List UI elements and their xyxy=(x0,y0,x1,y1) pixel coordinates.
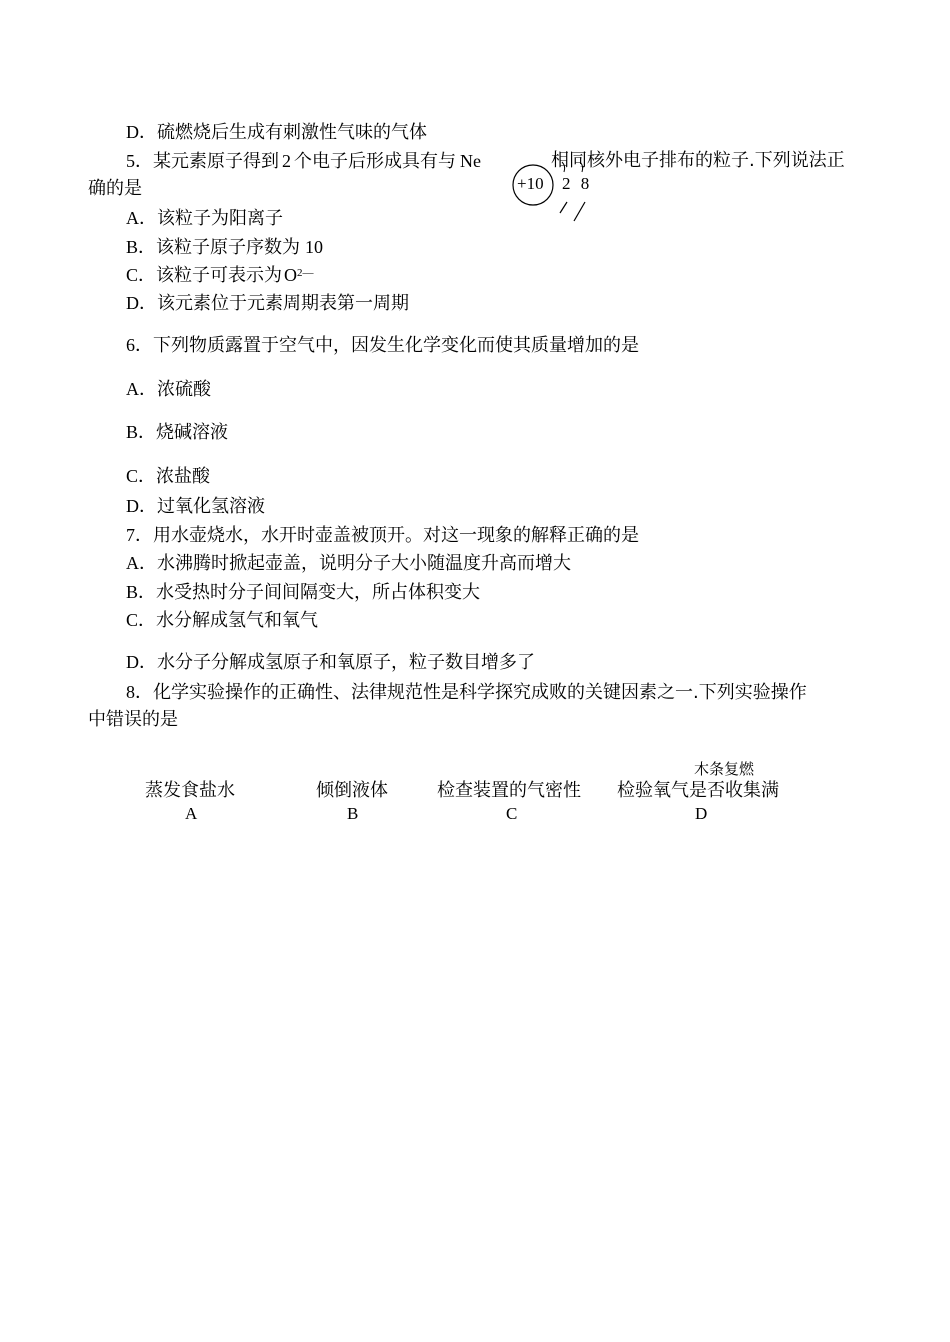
q5-option-a-letter: A． xyxy=(126,208,157,228)
q7-option-a xyxy=(126,552,571,575)
panel-c-caption: 检查装置的气密性 xyxy=(437,780,581,801)
q6-option-b xyxy=(126,421,228,444)
q7-option-b-letter: B． xyxy=(126,582,157,602)
q7-option-b xyxy=(126,581,480,604)
q8-stem-line1 xyxy=(126,681,807,704)
q6-option-c xyxy=(126,465,210,488)
q7-option-d xyxy=(126,651,535,674)
q7-option-a-letter: A． xyxy=(126,553,157,573)
q5-stem-line1 xyxy=(126,150,481,173)
q6-number: 6． xyxy=(126,335,153,355)
q5-option-b-letter: B． xyxy=(126,237,157,257)
panel-d-caption: 检验氧气是否收集满 xyxy=(617,780,779,801)
q8-stem-line1-text: 化学实验操作的正确性、法律规范性是科学探究成败的关键因素之一.下列实验操作 xyxy=(153,682,807,703)
q6-option-a-letter: A． xyxy=(126,379,157,399)
q4-option-d xyxy=(126,121,427,144)
q6-option-c-letter: C． xyxy=(126,466,157,486)
q5-option-c-formula: O xyxy=(284,265,298,285)
shell-arc-inner-bottom xyxy=(560,202,567,213)
q5-number: 5． xyxy=(126,151,153,171)
q5-option-d-letter: D． xyxy=(126,293,157,313)
panel-b-caption: 倾倒液体 xyxy=(316,780,388,801)
q5-stem-part2: 个电子后形成具有与 xyxy=(294,151,456,172)
q7-stem-text: 用水壶烧水，水开时壶盖被顶开。对这一现象的解释正确的是 xyxy=(153,525,639,546)
q5-option-a xyxy=(126,207,283,230)
q5-option-c-charge: 2— xyxy=(297,267,314,279)
q6-option-c-text: 浓盐酸 xyxy=(156,466,211,487)
q6-option-d-letter: D． xyxy=(126,496,157,516)
q7-option-d-letter: D． xyxy=(126,652,157,672)
panel-d-letter: D xyxy=(695,804,708,823)
q5-option-b xyxy=(126,236,323,259)
q7-option-c xyxy=(126,609,318,632)
shell-arc-outer-bottom xyxy=(574,202,585,221)
panel-a-letter: A xyxy=(185,804,198,823)
shell-arc-outer-top xyxy=(580,162,583,172)
q5-option-d xyxy=(126,292,409,315)
panel-c-letter: C xyxy=(506,804,518,823)
q5-option-c-letter: C． xyxy=(126,265,157,285)
q5-option-d-text: 该元素位于元素周期表第一周期 xyxy=(157,293,409,314)
q7-option-d-text: 水分子分解成氢原子和氧原子，粒子数目增多了 xyxy=(157,652,535,673)
q5-option-b-text: 该粒子原子序数为 xyxy=(156,237,301,258)
electron-shells: 2 8 xyxy=(562,174,593,193)
q6-stem xyxy=(126,334,639,357)
q7-option-a-text: 水沸腾时掀起壶盖，说明分子大小随温度升高而增大 xyxy=(157,553,571,574)
q6-option-a-text: 浓硫酸 xyxy=(157,379,211,400)
q5-stem-ne: Ne xyxy=(460,151,481,171)
q5-stem-num: 2 xyxy=(282,151,291,171)
q6-stem-text: 下列物质露置于空气中，因发生化学变化而使其质量增加的是 xyxy=(153,335,639,356)
q8-stem-line2: 中错误的是 xyxy=(88,709,178,730)
q7-stem xyxy=(126,524,639,547)
q5-option-b-value: 10 xyxy=(305,237,324,257)
panel-a-caption: 蒸发食盐水 xyxy=(145,780,235,801)
q7-option-c-letter: C． xyxy=(126,610,157,630)
shell-arc-inner-top xyxy=(562,162,565,172)
q6-option-d-text: 过氧化氢溶液 xyxy=(157,496,265,517)
atomic-structure-diagram xyxy=(508,158,608,228)
nucleus-charge: +10 xyxy=(517,174,544,193)
figure-note-splint-reignites: 木条复燃 xyxy=(694,760,755,778)
q5-stem-line2: 确的是 xyxy=(88,178,142,199)
q7-option-c-text: 水分解成氢气和氧气 xyxy=(156,610,319,631)
q8-number: 8． xyxy=(126,682,153,702)
q5-option-a-text: 该粒子为阳离子 xyxy=(157,208,283,229)
q7-option-b-text: 水受热时分子间间隔变大，所占体积变大 xyxy=(156,582,481,603)
q6-option-d xyxy=(126,495,265,518)
q5-stem-part1: 某元素原子得到 xyxy=(153,151,279,172)
q6-option-a xyxy=(126,378,211,401)
q5-option-c xyxy=(126,264,314,287)
q7-number: 7． xyxy=(126,525,153,545)
q4-option-d-text: 硫燃烧后生成有刺激性气味的气体 xyxy=(157,122,427,143)
q4-option-d-letter: D． xyxy=(126,122,157,142)
q5-stem-line1-end: 相同核外电子排布的粒子.下列说法正 xyxy=(551,150,845,171)
q6-option-b-text: 烧碱溶液 xyxy=(156,422,229,443)
panel-b-letter: B xyxy=(347,804,359,823)
q5-option-c-text: 该粒子可表示为 xyxy=(156,265,283,286)
q6-option-b-letter: B． xyxy=(126,422,157,442)
